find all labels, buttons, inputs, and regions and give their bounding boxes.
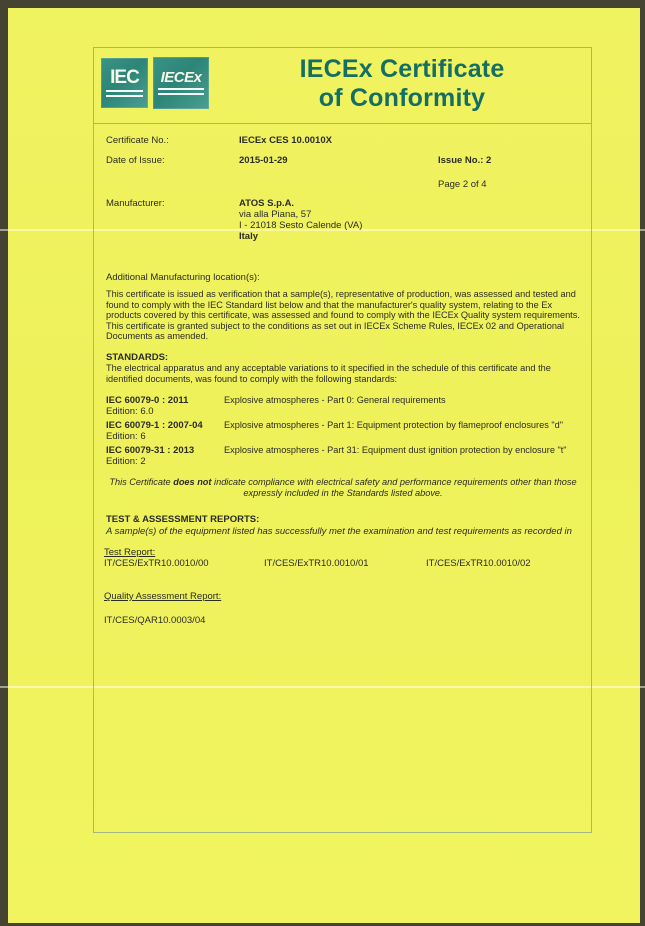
- standard-edition: Edition: 2: [106, 456, 146, 467]
- reports-intro: A sample(s) of the equipment listed has successfully met the examination and test requirements as recorded in: [106, 526, 572, 537]
- disclaimer-emphasis: does not: [173, 477, 212, 487]
- disclaimer-text: indicate compliance with electrical safety and performance requirements other than those expressly included in the Standards listed above.: [211, 477, 577, 498]
- additional-locations-label: Additional Manufacturing location(s):: [106, 272, 260, 283]
- reports-heading: TEST & ASSESSMENT REPORTS:: [106, 514, 260, 525]
- certificate-title-line2: of Conformity: [318, 84, 486, 112]
- iecex-logo-stripes-icon: [158, 88, 204, 97]
- page-number: Page 2 of 4: [438, 179, 487, 190]
- certificate-no-label: Certificate No.:: [106, 135, 169, 146]
- standards-intro: The electrical apparatus and any acceptable variations to it specified in the schedule of this certificate and the identified documents, was found to comply with the following standards:: [106, 363, 551, 384]
- page-edge-top: [0, 0, 645, 8]
- manufacturer-label: Manufacturer:: [106, 198, 165, 209]
- standards-heading: STANDARDS:: [106, 352, 169, 363]
- quality-assessment-report-label: Quality Assessment Report:: [104, 591, 222, 602]
- standard-edition: Edition: 6: [106, 431, 146, 442]
- standard-description: Explosive atmospheres - Part 31: Equipment dust ignition protection by enclosure "t": [224, 445, 567, 455]
- certificate-title: [219, 55, 585, 113]
- standard-code: IEC 60079-31 : 2013: [106, 445, 195, 456]
- standard-code: IEC 60079-0 : 2011: [106, 395, 189, 406]
- iecex-logo: [153, 57, 209, 109]
- manufacturer-address-line2: I - 21018 Sesto Calende (VA): [239, 220, 363, 231]
- disclaimer-text: This Certificate: [109, 477, 174, 487]
- issue-no: Issue No.: 2: [438, 155, 492, 166]
- test-report-number: IT/CES/ExTR10.0010/01: [264, 558, 369, 569]
- test-report-label: Test Report:: [104, 547, 156, 558]
- standard-description: Explosive atmospheres - Part 0: General requirements: [224, 395, 446, 405]
- iecex-logo-text: IECEx: [160, 68, 202, 86]
- certificate-no-value: IECEx CES 10.0010X: [239, 135, 332, 146]
- header-divider: [94, 123, 591, 124]
- standard-description: Explosive atmospheres - Part 1: Equipment protection by flameproof enclosures "d": [224, 420, 563, 430]
- test-report-number: IT/CES/ExTR10.0010/00: [104, 558, 209, 569]
- certificate-title-line1: IECEx Certificate: [299, 55, 505, 83]
- iec-logo-text: IEC: [110, 66, 139, 88]
- page-edge-left: [0, 0, 8, 926]
- standard-edition: Edition: 6.0: [106, 406, 154, 417]
- quality-assessment-report-number: IT/CES/QAR10.0003/04: [104, 615, 206, 626]
- manufacturer-country: Italy: [239, 231, 259, 242]
- iec-logo-stripes-icon: [106, 90, 143, 99]
- date-of-issue-label: Date of Issue:: [106, 155, 165, 166]
- certification-paragraph: This certificate is issued as verification that a sample(s), representative of production, was assessed and tested and found to comply with the IEC Standard list below and that the manufacturer's quality system, relating to the Ex products covered by this certificate, was assessed and found to comply with the IECEx Quality system requirements. This certificate is granted subject to the conditions as set out in IECEx Scheme Rules, IECEx 02 and Operational Documents as amended.: [106, 289, 580, 342]
- certificate-border-box: [93, 47, 592, 833]
- iec-logo: [101, 58, 148, 108]
- page-edge-right: [640, 0, 645, 926]
- standard-code: IEC 60079-1 : 2007-04: [106, 420, 203, 431]
- disclaimer: [104, 477, 582, 498]
- date-of-issue-value: 2015-01-29: [239, 155, 288, 166]
- manufacturer-name: ATOS S.p.A.: [239, 198, 295, 209]
- test-report-number: IT/CES/ExTR10.0010/02: [426, 558, 531, 569]
- manufacturer-address-line1: via alla Piana, 57: [239, 209, 312, 220]
